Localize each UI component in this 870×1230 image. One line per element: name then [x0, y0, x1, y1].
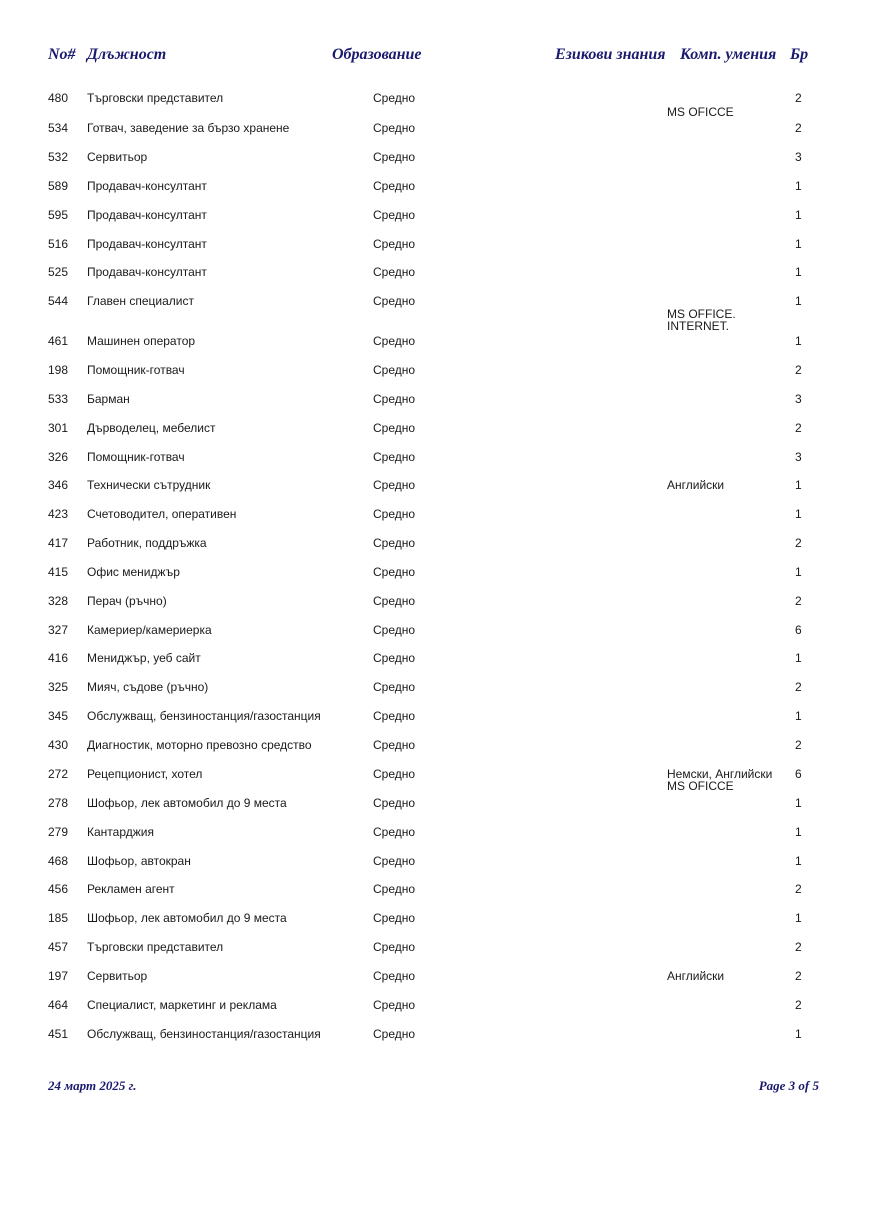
row-education: Средно: [373, 294, 416, 308]
row-education: Средно: [373, 334, 416, 348]
row-position: Главен специалист: [87, 294, 194, 308]
row-count: 2: [795, 969, 802, 983]
row-position: Сервитьор: [87, 150, 148, 164]
row-number: 198: [48, 363, 69, 377]
table-row: [0, 708, 870, 724]
row-count: 1: [795, 1027, 802, 1041]
row-education: Средно: [373, 150, 416, 164]
row-education: Средно: [373, 767, 416, 781]
table-row: [0, 824, 870, 840]
row-education: Средно: [373, 594, 416, 608]
row-education: Средно: [373, 911, 416, 925]
table-row: [0, 207, 870, 223]
row-count: 2: [795, 594, 802, 608]
row-number: 326: [48, 450, 69, 464]
row-position: Продавач-консултант: [87, 265, 207, 279]
row-position: Мениджър, уеб сайт: [87, 651, 201, 665]
table-row: [0, 853, 870, 869]
row-count: 1: [795, 825, 802, 839]
row-count: 6: [795, 623, 802, 637]
header-no: No#: [48, 46, 76, 63]
row-count: 1: [795, 854, 802, 868]
row-position: Кантарджия: [87, 825, 154, 839]
row-number: 416: [48, 651, 69, 665]
row-position: Мияч, съдове (ръчно): [87, 680, 209, 694]
computer-skills-note: MS OFFICE. INTERNET.: [667, 307, 736, 333]
row-number: 589: [48, 179, 69, 193]
row-number: 430: [48, 738, 69, 752]
row-position: Дърводелец, мебелист: [87, 421, 216, 435]
row-education: Средно: [373, 825, 416, 839]
row-count: 1: [795, 911, 802, 925]
row-count: 1: [795, 565, 802, 579]
header-languages: Езикови знания: [555, 46, 666, 63]
row-count: 3: [795, 150, 802, 164]
row-count: 1: [795, 507, 802, 521]
row-number: 533: [48, 392, 69, 406]
row-education: Средно: [373, 738, 416, 752]
table-row: [0, 679, 870, 695]
table-row: [0, 333, 870, 349]
row-position: Помощник-готвач: [87, 363, 185, 377]
table-row: [0, 593, 870, 609]
row-number: 468: [48, 854, 69, 868]
row-count: 2: [795, 421, 802, 435]
table-row: [0, 120, 870, 136]
table-row: [0, 795, 870, 811]
table-row: [0, 449, 870, 465]
row-number: 480: [48, 91, 69, 105]
table-row: [0, 650, 870, 666]
header-education: Образование: [332, 46, 422, 63]
row-number: 464: [48, 998, 69, 1012]
row-number: 279: [48, 825, 69, 839]
table-row: [0, 622, 870, 638]
row-education: Средно: [373, 940, 416, 954]
row-education: Средно: [373, 854, 416, 868]
table-row: [0, 766, 870, 782]
row-number: 346: [48, 478, 69, 492]
row-education: Средно: [373, 882, 416, 896]
row-education: Средно: [373, 363, 416, 377]
row-number: 327: [48, 623, 69, 637]
table-row: [0, 1026, 870, 1042]
row-education: Средно: [373, 392, 416, 406]
row-number: 328: [48, 594, 69, 608]
footer-page-number: Page 3 of 5: [758, 1078, 819, 1093]
table-row: [0, 178, 870, 194]
row-number: 272: [48, 767, 69, 781]
row-count: 1: [795, 237, 802, 251]
table-row: [0, 968, 870, 984]
row-number: 417: [48, 536, 69, 550]
table-row: [0, 420, 870, 436]
row-count: 1: [795, 478, 802, 492]
row-number: 197: [48, 969, 69, 983]
row-education: Средно: [373, 796, 416, 810]
footer-date: 24 март 2025 г.: [48, 1078, 137, 1093]
row-number: 525: [48, 265, 69, 279]
row-count: 2: [795, 121, 802, 135]
row-count: 6: [795, 767, 802, 781]
row-position: Шофьор, автокран: [87, 854, 191, 868]
row-count: 1: [795, 796, 802, 810]
row-position: Рецепционист, хотел: [87, 767, 203, 781]
table-row: [0, 535, 870, 551]
row-education: Средно: [373, 565, 416, 579]
row-count: 3: [795, 392, 802, 406]
row-number: 345: [48, 709, 69, 723]
row-count: 2: [795, 998, 802, 1012]
row-count: 2: [795, 940, 802, 954]
row-number: 456: [48, 882, 69, 896]
row-count: 1: [795, 709, 802, 723]
row-number: 544: [48, 294, 69, 308]
row-number: 532: [48, 150, 69, 164]
row-education: Средно: [373, 1027, 416, 1041]
computer-skills-note: MS OFICCE: [667, 779, 734, 793]
header-position: Длъжност: [87, 46, 167, 63]
row-position: Камериер/камериерка: [87, 623, 212, 637]
row-count: 1: [795, 265, 802, 279]
row-position: Продавач-консултант: [87, 208, 207, 222]
row-education: Средно: [373, 208, 416, 222]
row-number: 461: [48, 334, 69, 348]
row-education: Средно: [373, 450, 416, 464]
row-count: 1: [795, 179, 802, 193]
table-row: [0, 506, 870, 522]
row-education: Средно: [373, 237, 416, 251]
row-position: Търговски представител: [87, 91, 224, 105]
row-position: Търговски представител: [87, 940, 224, 954]
row-count: 2: [795, 536, 802, 550]
row-education: Средно: [373, 91, 416, 105]
row-number: 415: [48, 565, 69, 579]
row-education: Средно: [373, 265, 416, 279]
table-row: [0, 997, 870, 1013]
table-row: [0, 564, 870, 580]
header-count: Бр: [790, 46, 809, 63]
row-education: Средно: [373, 623, 416, 637]
header-computer-skills: Комп. умения: [680, 46, 777, 63]
row-education: Средно: [373, 969, 416, 983]
table-row: [0, 910, 870, 926]
row-position: Обслужващ, бензиностанция/газостанция: [87, 709, 321, 723]
row-education: Средно: [373, 680, 416, 694]
row-position: Продавач-консултант: [87, 179, 207, 193]
row-number: 301: [48, 421, 69, 435]
table-row: [0, 264, 870, 280]
row-number: 451: [48, 1027, 69, 1041]
row-position: Офис мениджър: [87, 565, 180, 579]
computer-skills-note: MS OFICCE: [667, 105, 734, 119]
row-number: 325: [48, 680, 69, 694]
row-position: Работник, поддръжка: [87, 536, 207, 550]
row-position: Помощник-готвач: [87, 450, 185, 464]
row-education: Средно: [373, 507, 416, 521]
row-education: Средно: [373, 651, 416, 665]
row-education: Средно: [373, 179, 416, 193]
table-row: [0, 391, 870, 407]
row-count: 2: [795, 363, 802, 377]
row-number: 457: [48, 940, 69, 954]
row-position: Обслужващ, бензиностанция/газостанция: [87, 1027, 321, 1041]
row-position: Продавач-консултант: [87, 237, 207, 251]
row-count: 2: [795, 738, 802, 752]
row-number: 595: [48, 208, 69, 222]
row-position: Машинен оператор: [87, 334, 196, 348]
table-row: [0, 477, 870, 493]
table-row: [0, 149, 870, 165]
row-position: Шофьор, лек автомобил до 9 места: [87, 911, 287, 925]
row-count: 3: [795, 450, 802, 464]
row-education: Средно: [373, 478, 416, 492]
row-position: Технически сътрудник: [87, 478, 211, 492]
row-languages: Английски: [667, 969, 725, 983]
row-count: 1: [795, 334, 802, 348]
row-position: Барман: [87, 392, 130, 406]
row-languages: Немски, Английски: [667, 767, 773, 781]
row-position: Счетоводител, оперативен: [87, 507, 237, 521]
row-count: 1: [795, 651, 802, 665]
table-row: [0, 90, 870, 106]
row-position: Сервитьор: [87, 969, 148, 983]
row-education: Средно: [373, 709, 416, 723]
row-education: Средно: [373, 421, 416, 435]
row-position: Шофьор, лек автомобил до 9 места: [87, 796, 287, 810]
table-row: [0, 362, 870, 378]
row-position: Диагностик, моторно превозно средство: [87, 738, 312, 752]
row-position: Рекламен агент: [87, 882, 175, 896]
row-position: Специалист, маркетинг и реклама: [87, 998, 277, 1012]
row-number: 534: [48, 121, 69, 135]
row-number: 185: [48, 911, 69, 925]
table-row: [0, 293, 870, 309]
row-number: 278: [48, 796, 69, 810]
row-position: Перач (ръчно): [87, 594, 167, 608]
row-education: Средно: [373, 536, 416, 550]
row-number: 516: [48, 237, 69, 251]
row-education: Средно: [373, 121, 416, 135]
row-education: Средно: [373, 998, 416, 1012]
row-number: 423: [48, 507, 69, 521]
row-position: Готвач, заведение за бързо хранене: [87, 121, 290, 135]
row-count: 1: [795, 294, 802, 308]
table-row: [0, 737, 870, 753]
row-languages: Английски: [667, 478, 725, 492]
row-count: 1: [795, 208, 802, 222]
row-count: 2: [795, 680, 802, 694]
table-row: [0, 236, 870, 252]
row-count: 2: [795, 91, 802, 105]
table-row: [0, 881, 870, 897]
row-count: 2: [795, 882, 802, 896]
table-row: [0, 939, 870, 955]
